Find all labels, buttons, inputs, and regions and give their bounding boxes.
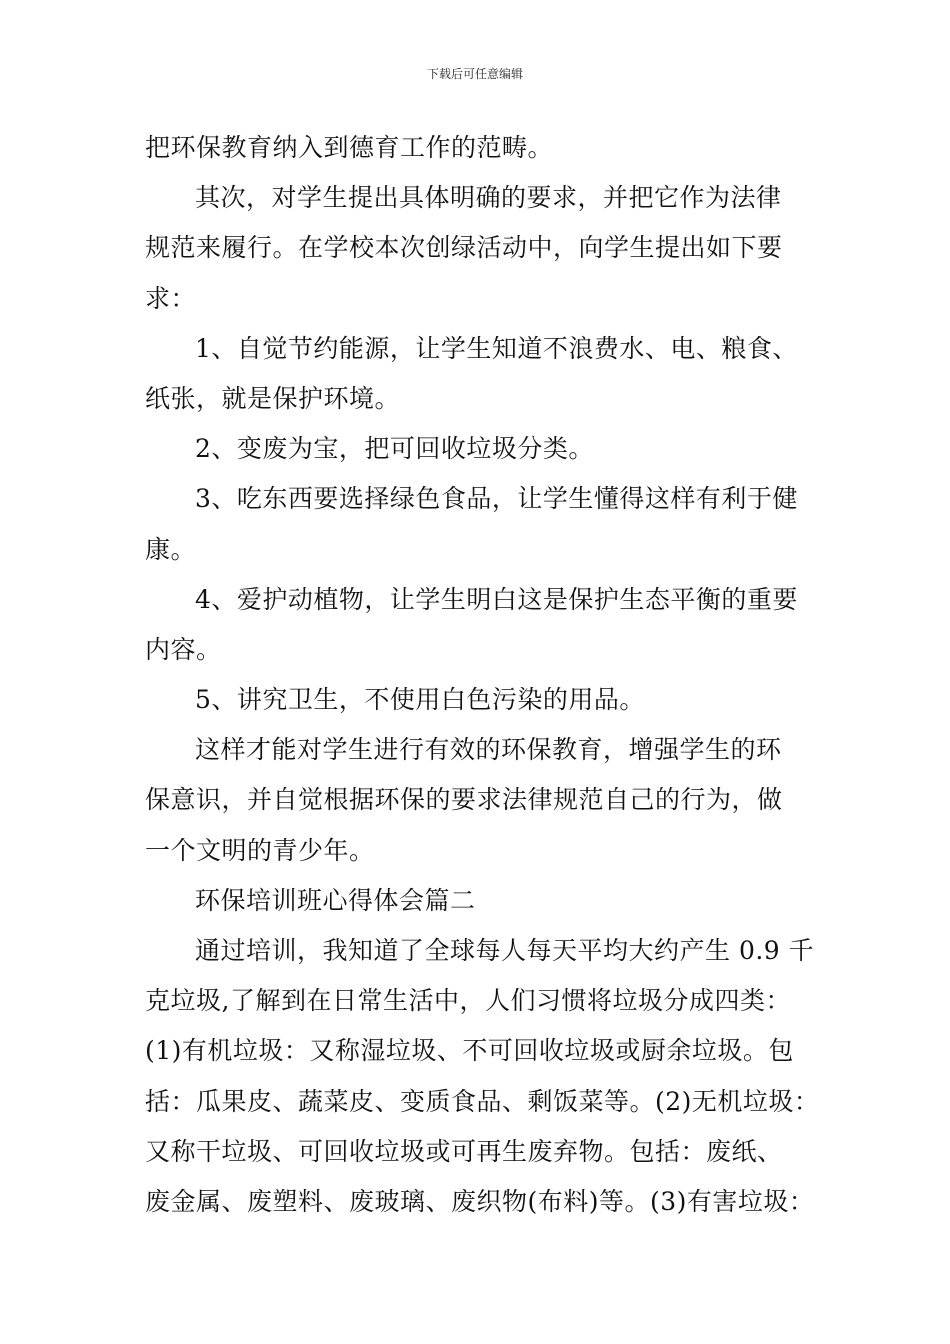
text-line: 又称干垃圾、可回收垃圾或可再生废弃物。包括：废纸、 — [145, 1136, 783, 1166]
text-line: 保意识，并自觉根据环保的要求法律规范自己的行为，做 — [145, 785, 783, 815]
text-line: 4、爱护动植物，让学生明白这是保护生态平衡的重要 — [195, 584, 798, 614]
page-header: 下载后可任意编辑 — [426, 67, 523, 81]
text-line: 2、变废为宝，把可回收垃圾分类。 — [195, 434, 594, 464]
text-line: 其次，对学生提出具体明确的要求，并把它作为法律 — [195, 183, 782, 213]
text-line: 求： — [145, 283, 197, 313]
text-line: 1、自觉节约能源，让学生知道不浪费水、电、粮食、 — [195, 333, 798, 363]
text-line: 纸张，就是保护环境。 — [145, 383, 401, 413]
text-line: 3、吃东西要选择绿色食品，让学生懂得这样有利于健 — [195, 484, 798, 514]
text-line: 一个文明的青少年。 — [145, 835, 375, 865]
text-line: (1)有机垃圾：又称湿垃圾、不可回收垃圾或厨余垃圾。包 — [145, 1036, 794, 1066]
text-line: 康。 — [145, 534, 197, 564]
text-line: 内容。 — [145, 634, 222, 664]
text-line: 括：瓜果皮、蔬菜皮、变质食品、剩饭菜等。(2)无机垃圾： — [145, 1086, 820, 1116]
text-line: 克垃圾,了解到在日常生活中，人们习惯将垃圾分成四类： — [145, 986, 791, 1016]
text-line: 把环保教育纳入到德育工作的范畴。 — [145, 133, 554, 162]
text-line: 废金属、废塑料、废玻璃、废织物(布料)等。(3)有害垃圾： — [145, 1186, 815, 1216]
text-line: 这样才能对学生进行有效的环保教育，增强学生的环 — [195, 735, 782, 765]
section-title: 环保培训班心得体会篇二 — [195, 885, 476, 915]
text-line: 5、讲究卫生，不使用白色污染的用品。 — [195, 685, 645, 715]
document-body — [145, 123, 825, 1227]
text-line: 通过培训，我知道了全球每人每天平均大约产生 0.9 千 — [195, 936, 815, 965]
text-line: 规范来履行。在学校本次创绿活动中，向学生提出如下要 — [145, 233, 783, 263]
